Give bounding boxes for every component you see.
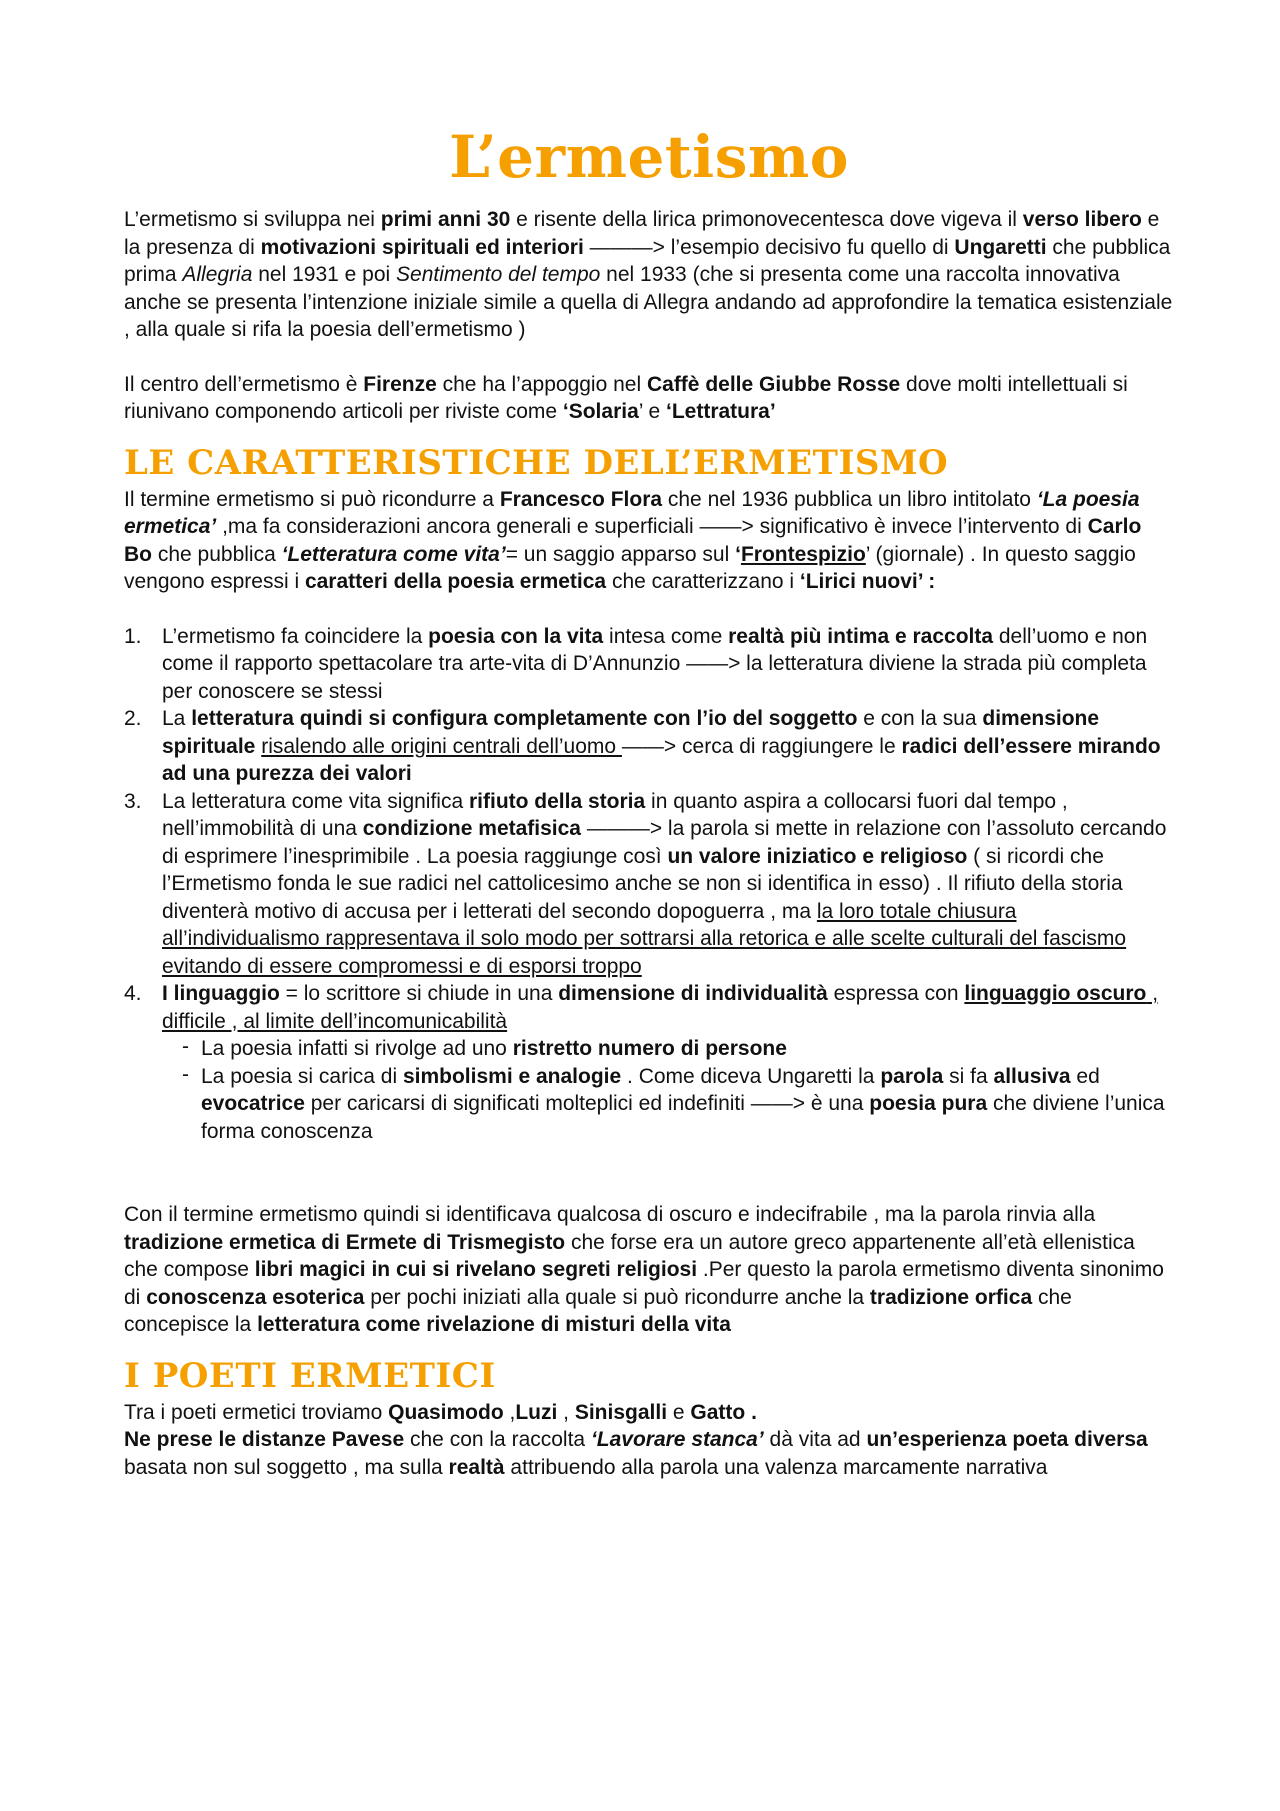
text-run: motivazioni spirituali ed interiori — [260, 235, 584, 259]
list-item-text — [162, 982, 1158, 1033]
text-run: poesia pura — [869, 1092, 988, 1115]
list-item-number: 2. — [124, 707, 142, 730]
text-run: La — [162, 707, 192, 730]
spacer — [124, 596, 1174, 623]
text-run: risalendo alle origini centrali dell’uomo — [261, 734, 622, 758]
text-run: letteratura come rivelazione di misturi della vita — [257, 1313, 731, 1336]
list-item-text — [162, 625, 1147, 703]
text-run: che nel 1936 pubblica un libro intitolato — [662, 487, 1037, 511]
text-run: che pubblica — [152, 542, 282, 566]
text-run: ———> la parola si mette in relazione con l’assoluto cercando di esprimere l’inesprimibile . La poesia raggiunge così — [162, 817, 1167, 868]
text-run: L’ermetismo si sviluppa nei — [124, 208, 381, 231]
list-item-number: 3. — [124, 789, 142, 813]
text-run: Ungaretti — [954, 235, 1047, 259]
text-run: = lo scrittore si chiude in una — [279, 982, 559, 1005]
spacer — [124, 1145, 1174, 1201]
text-run: in quanto aspira a collocarsi fuori dal tempo , nell’immobilità di una — [162, 789, 1068, 840]
list-item-text — [162, 790, 1166, 978]
caratteristiche-intro — [124, 486, 1174, 596]
text-run: la loro totale chiusura all’individualismo rappresentava il solo modo per sottrarsi alla retorica e alle scelte culturali del fascismo evitando di essere compromessi e di esporsi troppo — [162, 899, 1127, 978]
sub-list-item — [162, 1035, 1174, 1063]
text-run: che ha l’appoggio nel — [436, 372, 647, 396]
section-heading-caratteristiche: LE CARATTERISTICHE DELL’ERMETISMO — [124, 442, 949, 483]
text-run: ‘ — [735, 542, 741, 566]
text-run: Il termine ermetismo si può ricondurre a — [124, 487, 500, 511]
text-run: poesia con la vita — [428, 624, 604, 648]
text-run: Firenze — [363, 372, 437, 396]
text-run: Sentimento del tempo — [396, 263, 601, 286]
text-run: simbolismi e analogie — [402, 1064, 622, 1088]
text-run: basata non sul soggetto , ma sulla — [124, 1455, 449, 1479]
text-run: ‘Lettratura’ — [666, 400, 776, 423]
dash-bullet-icon: - — [182, 1062, 189, 1086]
text-run: Ne prese le distanze Pavese — [124, 1428, 405, 1451]
text-run: ‘Letteratura come vita’ — [281, 542, 506, 566]
poeti-paragraph-1 — [124, 1399, 1174, 1427]
text-run: condizione metafisica — [362, 817, 581, 840]
list-item-text — [162, 707, 1161, 785]
text-run: per caricarsi di significati molteplici ed indefiniti ——> è una — [304, 1092, 870, 1115]
closing-paragraph — [124, 1201, 1174, 1339]
text-run: , difficile , al limite dell’incomunicabilità — [162, 982, 1159, 1033]
list-item-number: 1. — [124, 624, 142, 648]
spacer — [124, 426, 1174, 440]
text-run: La letteratura come vita significa — [162, 789, 469, 813]
intro-paragraph-2 — [124, 371, 1174, 426]
text-run: letteratura quindi si configura completamente con l’io del soggetto — [191, 707, 858, 730]
text-run: ———> l’esempio decisivo fu quello di — [583, 235, 955, 259]
text-run: Sinisgalli — [574, 1400, 668, 1424]
text-run: ’ (giornale) . In questo saggio vengono espressi i — [124, 542, 1136, 593]
text-run: e — [667, 1400, 691, 1424]
text-run: e con la sua — [857, 707, 983, 730]
text-run: ‘Lirici nuovi’ : — [799, 570, 936, 593]
text-run: libri magici in cui si rivelano segreti religiosi — [254, 1258, 698, 1281]
text-run: primi anni 30 — [380, 208, 511, 231]
spacer — [124, 344, 1174, 371]
text-run: . Come diceva Ungaretti la — [621, 1064, 881, 1088]
text-run: Francesco Flora — [499, 487, 663, 511]
text-run: che forse era un autore greco appartenente all’età ellenistica che compose — [124, 1230, 1135, 1281]
text-run: si fa — [943, 1064, 994, 1088]
text-run: che caratterizzano i — [606, 570, 800, 593]
spacer — [124, 1339, 1174, 1353]
list-item — [124, 980, 1174, 1145]
sub-list — [162, 1035, 1174, 1145]
text-run: ( si ricordi che l’Ermetismo fonda le sue radici nel cattolicesimo anche se non si identifica in esso) . Il rifiuto della storia diventerà motivo di accusa per i letterati del secondo dopoguerra , ma — [162, 844, 1123, 923]
text-run: dimensione di individualità — [558, 982, 828, 1005]
text-run: realtà più intima e raccolta — [728, 624, 994, 648]
text-run: ’ e — [638, 400, 666, 423]
text-run: un valore iniziatico e religioso — [667, 844, 968, 868]
text-run: che concepisce la — [124, 1285, 1072, 1336]
text-run: nel 1931 e poi — [252, 263, 397, 286]
text-run: tradizione orfica — [869, 1285, 1033, 1309]
document-page — [124, 118, 1174, 1481]
text-run: dove molti intellettuali si riunivano componendo articoli per riviste come — [124, 372, 1128, 423]
text-run: , — [557, 1400, 575, 1424]
text-run: dell’uomo e non come il rapporto spettacolare tra arte-vita di D’Annunzio ——> la letteratura diviene la strada più completa per conoscere se stessi — [162, 624, 1148, 703]
text-run: tradizione ermetica di Ermete di Trismegisto — [124, 1230, 566, 1254]
poeti-paragraph-2 — [124, 1426, 1174, 1481]
text-run: L’ermetismo fa coincidere la — [162, 624, 429, 648]
text-run: ‘Solaria — [562, 400, 639, 423]
caratteristiche-list — [124, 623, 1174, 1146]
text-run: Luzi — [515, 1400, 558, 1424]
text-run: linguaggio oscuro — [964, 982, 1147, 1005]
text-run: Il centro dell’ermetismo è — [124, 372, 364, 396]
intro-paragraph-1 — [124, 206, 1174, 344]
text-run: che con la raccolta — [404, 1428, 591, 1451]
text-run: I linguaggio — [162, 982, 280, 1005]
dash-bullet-icon: - — [182, 1035, 189, 1058]
text-run: rifiuto della storia — [468, 789, 646, 813]
text-run: e la presenza di — [124, 208, 1160, 259]
text-run: per pochi iniziati alla quale si può ricondurre anche la — [364, 1285, 870, 1309]
text-run: conoscenza esoterica — [146, 1285, 365, 1309]
sub-list-item-text — [201, 1037, 787, 1060]
text-run: evocatrice — [201, 1092, 305, 1115]
text-run: ——> cerca di raggiungere le — [621, 734, 902, 758]
text-run: Quasimodo — [388, 1400, 504, 1424]
text-run: attribuendo alla parola una valenza marcamente narrativa — [504, 1455, 1048, 1479]
text-run: ‘Lavorare stanca’ — [590, 1428, 764, 1451]
text-run: Carlo Bo — [124, 515, 1142, 566]
text-run: che diviene l’unica forma conoscenza — [201, 1092, 1165, 1143]
text-run: Gatto . — [690, 1400, 757, 1424]
list-item — [124, 788, 1174, 981]
text-run: realtà — [448, 1455, 505, 1479]
text-run: parola — [880, 1064, 944, 1088]
text-run: che pubblica prima — [124, 235, 1171, 286]
page-title: L’ermetismo — [449, 123, 849, 191]
text-run: caratteri della poesia ermetica — [304, 570, 607, 593]
text-run: intesa come — [603, 624, 729, 648]
list-item — [124, 705, 1174, 788]
text-run: ‘La poesia ermetica’ — [124, 487, 1140, 538]
section-heading-poeti: I POETI ERMETICI — [124, 1355, 496, 1396]
text-run: Con il termine ermetismo quindi si identificava qualcosa di oscuro e indecifrabile , ma la parola rinvia alla — [124, 1203, 1096, 1226]
text-run: allusiva — [993, 1064, 1071, 1088]
text-run: Caffè delle Giubbe Rosse — [646, 372, 901, 396]
text-run: La poesia si carica di — [201, 1064, 403, 1088]
text-run: ristretto numero di persone — [512, 1037, 787, 1060]
list-item — [124, 623, 1174, 706]
text-run: Tra i poeti ermetici troviamo — [124, 1400, 389, 1424]
text-run: Allegria — [182, 263, 253, 286]
text-run: nel 1933 (che si presenta come una raccolta innovativa anche se presenta l’intenzione iniziale simile a quella di Allegra andando ad approfondire la tematica esistenziale , alla quale si rifa la poesia dell’ermetismo ) — [124, 263, 1173, 341]
text-run: dà vita ad — [763, 1428, 867, 1451]
text-run: , — [503, 1400, 516, 1424]
text-run: e risente della lirica primonovecentesca dove vigeva il — [510, 208, 1023, 231]
text-run: ,ma fa considerazioni ancora generali e superficiali ——> significativo è invece l’intervento di — [216, 515, 1088, 538]
sub-list-item-text — [201, 1065, 1165, 1143]
text-run: La poesia infatti si rivolge ad uno — [201, 1037, 513, 1060]
list-item-number: 4. — [124, 982, 142, 1005]
text-run: verso libero — [1022, 208, 1142, 231]
text-run: = un saggio apparso sul — [505, 542, 736, 566]
text-run: radici dell’essere mirando ad una purezza dei valori — [162, 734, 1161, 785]
text-run: .Per questo la parola ermetismo diventa sinonimo di — [124, 1258, 1164, 1309]
text-run: ed — [1070, 1064, 1100, 1088]
sub-list-item — [162, 1063, 1174, 1146]
text-run: espressa con — [827, 982, 965, 1005]
text-run: dimensione spirituale — [162, 707, 1100, 758]
text-run: un’esperienza poeta diversa — [866, 1428, 1148, 1451]
text-run: Frontespizio — [740, 542, 866, 566]
